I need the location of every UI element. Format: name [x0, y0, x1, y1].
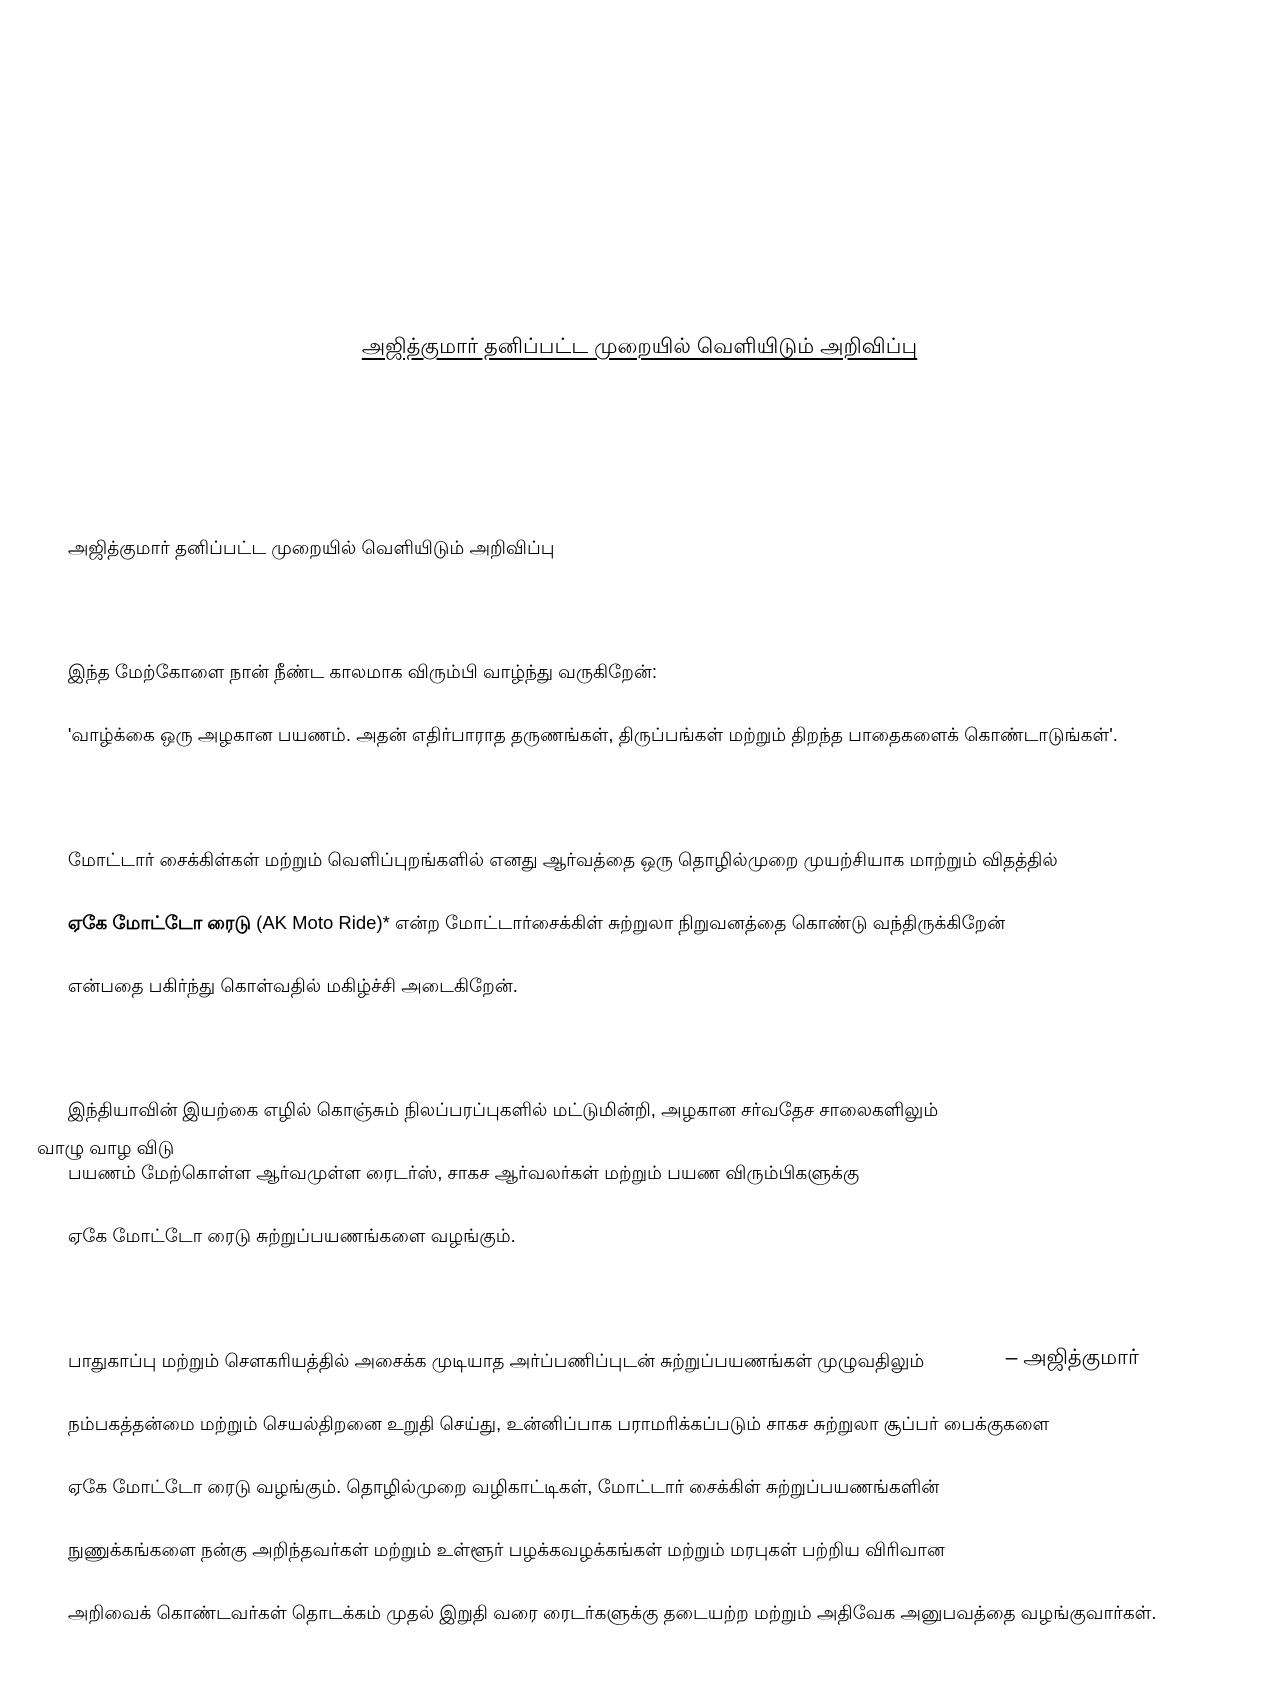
safety-line-5: அறிவைக் கொண்டவர்கள் தொடக்கம் முதல் இறுதி வரை ரைடர்களுக்கு தடையற்ற மற்றும் அதிவேக அனுபவத்தை வழங்குவார்கள்.: [67, 1601, 1157, 1623]
safety-line-4: நுணுக்கங்களை நன்கு அறிந்தவர்கள் மற்றும் உள்ளூர் பழக்கவழக்கங்கள் மற்றும் மரபுகள் பற்றிய விரிவான: [67, 1538, 945, 1560]
announcement-line-2-rest: (AK Moto Ride)* என்ற மோட்டார்சைக்கிள் சுற்றுலா நிறுவனத்தை கொண்டு வந்திருக்கிறேன்: [251, 911, 1006, 933]
offering-line-2: பயணம் மேற்கொள்ள ஆர்வமுள்ள ரைடர்ஸ், சாகச ஆர்வலர்கள் மற்றும் பயண விரும்பிகளுக்கு: [67, 1162, 860, 1183]
heading-repeat-text: அஜித்குமார் தனிப்பட்ட முறையில் வெளியிடும் அறிவிப்பு: [67, 536, 555, 558]
announcement-line-1: மோட்டார் சைக்கிள்கள் மற்றும் வெளிப்புறங்களில் எனது ஆர்வத்தை ஒரு தொழில்முறை முயற்சியாக மாற்றும் விதத்தில்: [67, 848, 1058, 870]
page-title-container: [0, 332, 1279, 362]
announcement-line-2: [68, 912, 1005, 933]
paragraph-heading-repeat: [37, 500, 1242, 595]
safety-line-1: பாதுகாப்பு மற்றும் சௌகரியத்தில் அசைக்க முடியாத அர்ப்பணிப்புடன் சுற்றுப்பயணங்கள் முழுவதிலும்: [67, 1349, 925, 1371]
paragraph-announcement: [37, 812, 1242, 1033]
announcement-line-3: என்பதை பகிர்ந்து கொள்வதில் மகிழ்ச்சி அடைகிறேன்.: [67, 974, 518, 996]
signoff-text: வாழு வாழ விடு: [37, 1137, 175, 1158]
page-title: அஜித்குமார் தனிப்பட்ட முறையில் வெளியிடும் அறிவிப்பு: [361, 335, 918, 358]
offering-line-1: இந்தியாவின் இயற்கை எழில் கொஞ்சும் நிலப்பரப்புகளில் மட்டுமின்றி, அழகான சர்வதேச சாலைகளிலும்: [67, 1099, 939, 1120]
paragraph-quote-intro: [37, 625, 1242, 783]
quote-intro-line-2: 'வாழ்க்கை ஒரு அழகான பயணம். அதன் எதிர்பாராத தருணங்கள், திருப்பங்கள் மற்றும் திறந்த பாதைகளைக் கொண்டாடுங்கள்'.: [67, 724, 1118, 745]
paragraph-offering: [37, 1063, 1242, 1284]
signature-name: – அஜித்குமார்: [1005, 1346, 1139, 1369]
safety-line-2: நம்பகத்தன்மை மற்றும் செயல்திறனை உறுதி செய்து, உன்னிப்பாக பராமரிக்கப்படும் சாகச சுற்றுலா சூப்பர் பைக்குகளை: [67, 1412, 1050, 1434]
document-body: [37, 500, 1242, 1690]
quote-intro-line-1: இந்த மேற்கோளை நான் நீண்ட காலமாக விரும்பி வாழ்ந்து வருகிறேன்:: [67, 661, 657, 682]
safety-line-3: ஏகே மோட்டோ ரைடு வழங்கும். தொழில்முறை வழிகாட்டிகள், மோட்டார் சைக்கிள் சுற்றுப்பயணங்களின்: [67, 1475, 940, 1497]
brand-name-bold: ஏகே மோட்டோ ரைடு: [67, 911, 252, 933]
offering-line-3: ஏகே மோட்டோ ரைடு சுற்றுப்பயணங்களை வழங்கும்.: [67, 1225, 516, 1246]
